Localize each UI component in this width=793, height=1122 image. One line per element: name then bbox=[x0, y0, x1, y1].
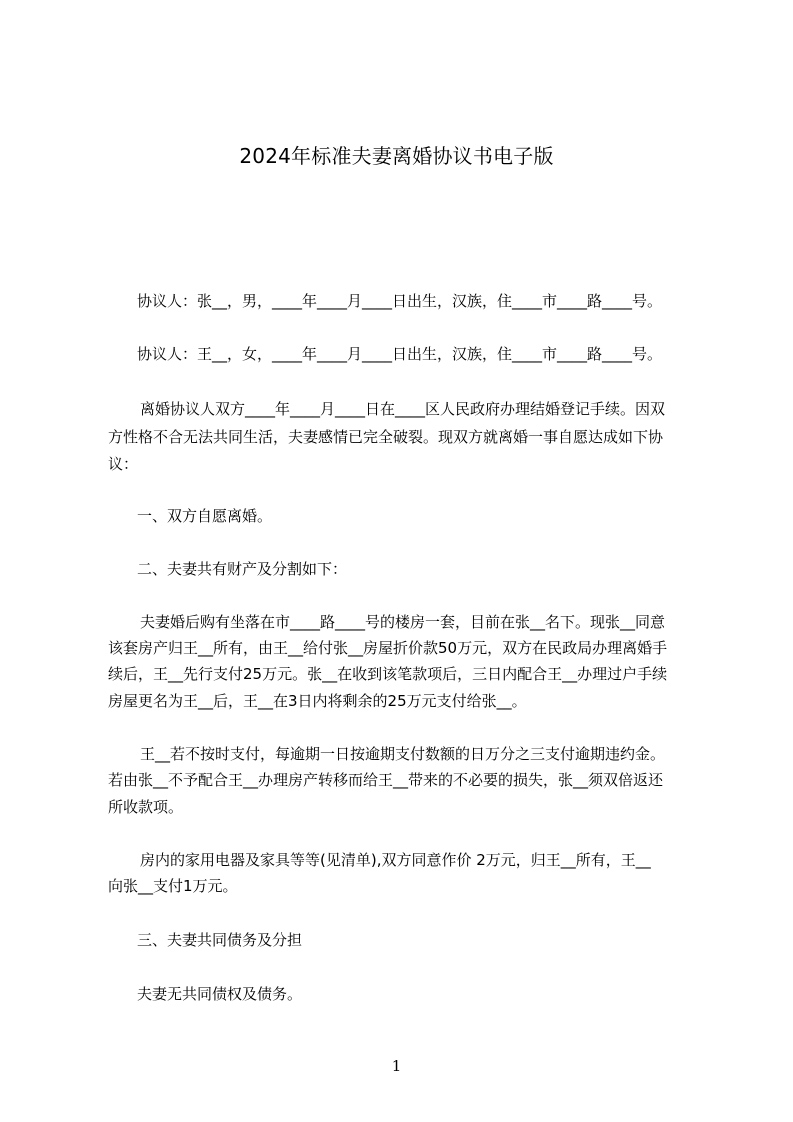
party1-line: 协议人：张__，男，____年____月____日出生，汉族，住____市____路____号。 bbox=[137, 292, 663, 310]
property-line-2: 该套房产归王__所有，由王__给付张__房屋折价款50万元，双方在民政局办理离婚手 bbox=[108, 639, 668, 657]
page-number: 1 bbox=[391, 1057, 402, 1075]
intro-line-1: 离婚协议人双方____年____月____日在____区人民政府办理结婚登记手续。因双 bbox=[140, 400, 666, 418]
penalty-line-1: 王__若不按时支付，每逾期一日按逾期支付数额的日万分之三支付逾期违约金。 bbox=[140, 745, 666, 763]
party2-line: 协议人：王__，女，____年____月____日出生，汉族，住____市____路____号。 bbox=[137, 345, 663, 363]
property-line-3: 续后，王__先行支付25万元。张__在收到该笔款项后，三日内配合王__办理过户手续 bbox=[108, 665, 668, 683]
document-title: 2024年标准夫妻离婚协议书电子版 bbox=[239, 144, 554, 168]
section-1-heading: 一、双方自愿离婚。 bbox=[137, 507, 273, 525]
penalty-line-3: 所收款项。 bbox=[108, 798, 184, 816]
furniture-line-1: 房内的家用电器及家具等等(见清单),双方同意作价 2万元，归王__所有，王__ bbox=[140, 851, 651, 869]
penalty-line-2: 若由张__不予配合王__办理房产转移而给王__带来的不必要的损失，张__须双倍返还 bbox=[108, 771, 664, 789]
section-3-heading: 三、夫妻共同债务及分担 bbox=[137, 931, 303, 949]
property-line-1: 夫妻婚后购有坐落在市____路____号的楼房一套，目前在张__名下。现张__同意 bbox=[140, 613, 666, 631]
property-line-4: 房屋更名为王__后，王__在3日内将剩余的25万元支付给张__。 bbox=[108, 692, 527, 710]
debt-line: 夫妻无共同债权及债务。 bbox=[137, 985, 303, 1003]
furniture-line-2: 向张__支付1万元。 bbox=[108, 877, 238, 895]
section-2-heading: 二、夫妻共有财产及分割如下： bbox=[137, 560, 348, 578]
intro-line-3: 议： bbox=[108, 455, 139, 473]
intro-line-2: 方性格不合无法共同生活，夫妻感情已完全破裂。现双方就离婚一事自愿达成如下协 bbox=[108, 428, 664, 446]
